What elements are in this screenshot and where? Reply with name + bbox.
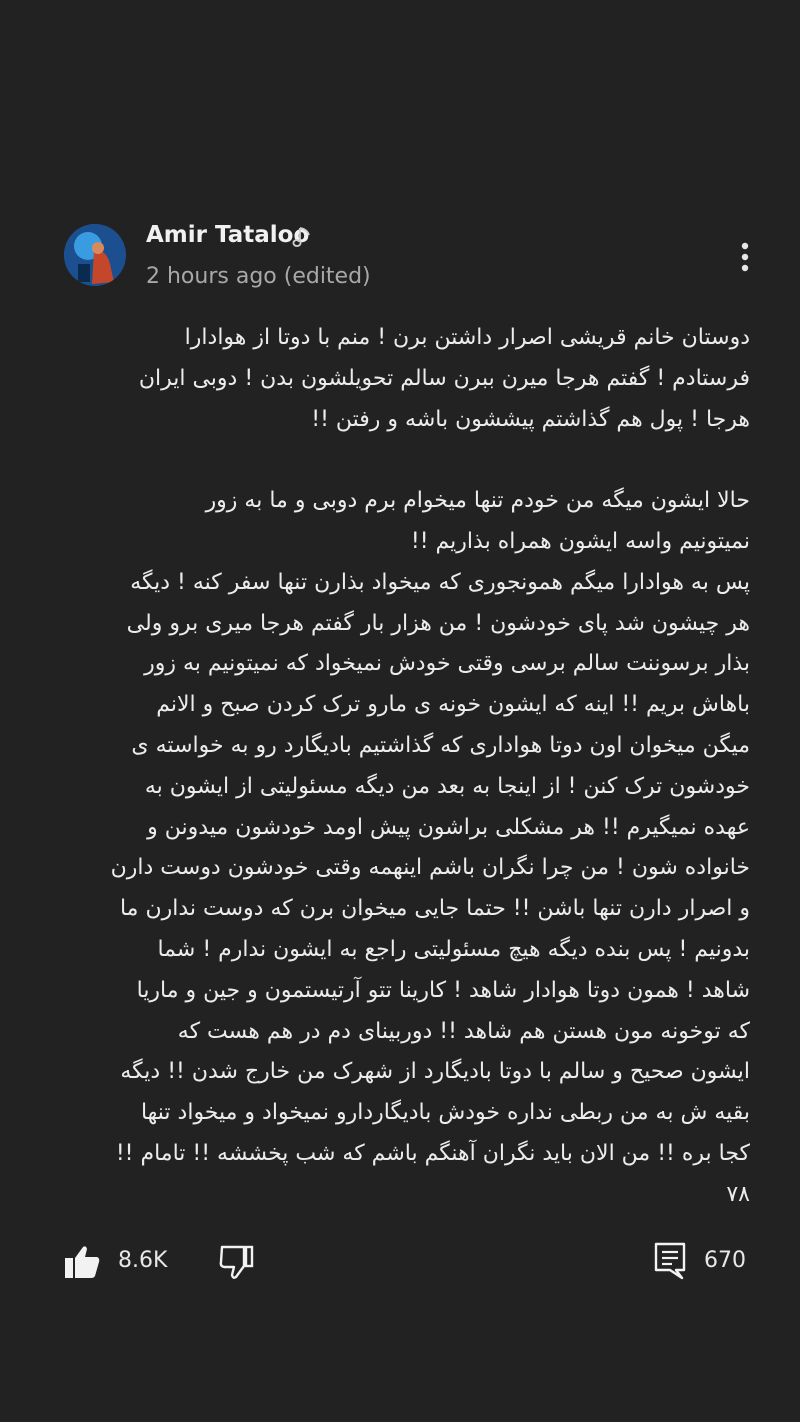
music-note-icon [292, 224, 314, 250]
reply-count: 670 [704, 1248, 746, 1273]
comment-timestamp: 2 hours ago (edited) [146, 264, 371, 289]
more-vert-icon[interactable] [728, 238, 762, 278]
like-count: 8.6K [118, 1248, 168, 1273]
thumbs-down-icon[interactable] [216, 1242, 256, 1282]
thumbs-up-icon[interactable] [62, 1242, 102, 1282]
comment-text: دوستان خانم قریشی اصرار داشتن برن ! منم با دوتا از هوادارا فرستادم ! گفتم هرجا میرن ببرن سالم تحویلشون بدن ! دوبی ایران هرجا ! پول هم گذاشتم پیششون باشه و رفتن !! حالا ایشون میگه من خودم تنها میخوام برم دوبی و ما به زور نمیتونیم واسه ایشون همراه بذاریم !! پس به هوادارا میگم همونجوری که میخواد بذارن تنها سفر کنه ! دیگه هر چیشون شد پای خودشون ! من هزار بار گفتم هرجا میری برو ولی بذار برسوننت سالم برسی وقتی خودش نمیخواد که نمیتونیم به زور باهاش بریم !! اینه که ایشون خونه ی مارو ترک کردن صبح و الانم میگن میخوان اون دوتا هواداری که گذاشتیم بادیگارد رو به خواسته ی خودشون ترک کنن ! از اینجا به بعد من دیگه مسئولیتی از ایشون به عهده نمیگیرم !! هر مشکلی براشون پیش اومد خودشون میدونن و خانواده شون ! من چرا نگران باشم اینهمه وقتی خودشون دوست دارن و اصرار دارن تنها باشن !! حتما جایی میخوان برن که دوست ندارن ما بدونیم ! پس بنده دیگه هیچ مسئولیتی راجع به ایشون ندارم ! شما شاهد ! همون دوتا هوادار شاهد ! کارینا تتو آرتیستمون و جین و ماریا که توخونه مون هستن هم شاهد !! دوربینای دم در هم هست که ایشون صحیح و سالم با دوتا بادیگارد از شهرک من خارج شدن !! دیگه بقیه ش به من ربطی نداره خودش بادیگاردارو نمیخواد و میخواد تنها کجا بره !! من الان باید نگران آهنگم باشم که شب پخششه !! تامام !! ۷۸ [110, 325, 750, 1207]
comment-icon[interactable] [652, 1240, 688, 1280]
comment-action-bar [0, 1236, 800, 1292]
author-name[interactable]: Amir Tataloo [146, 222, 310, 248]
avatar[interactable] [64, 224, 126, 286]
